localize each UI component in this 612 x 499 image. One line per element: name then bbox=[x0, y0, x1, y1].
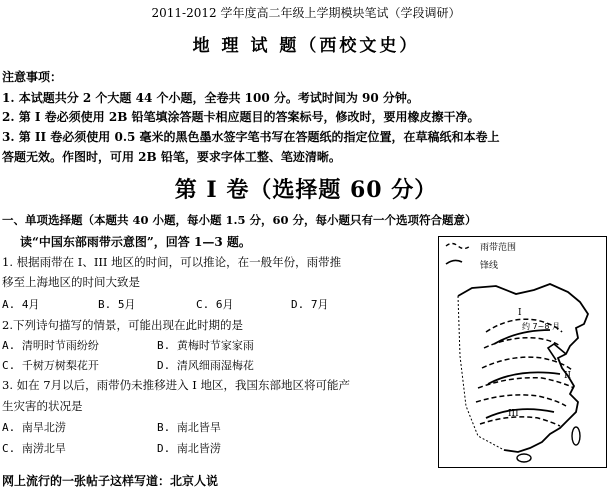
notes-item-3-line-2: 答题无效。作图时，可用 2B 铅笔，要求字体工整、笔迹清晰。 bbox=[2, 150, 341, 164]
exam-title: 地 理 试 题（西校文史） bbox=[192, 36, 420, 56]
exam-header: 2011-2012 学年度高二年级上学期模块笔试（学段调研） bbox=[151, 6, 461, 20]
question-1-option-a: A. 4月 bbox=[2, 298, 40, 311]
part-1-title: 第 I 卷（选择题 60 分） bbox=[174, 177, 438, 203]
notes-item-1: 1. 本试题共分 2 个大题 44 个小题，全卷共 100 分。考试时间为 90 分钟。 bbox=[2, 91, 419, 105]
question-1-option-d: D. 7月 bbox=[291, 298, 329, 311]
map-frame bbox=[439, 237, 607, 468]
region-3-label: III bbox=[508, 409, 519, 419]
footer-text: 网上流行的一张帖子这样写道：北京人说 bbox=[2, 474, 219, 488]
question-2-option-a: A. 清明时节雨纷纷 bbox=[2, 339, 99, 352]
question-2-option-d: D. 清风细雨湿梅花 bbox=[157, 359, 254, 372]
question-1-option-c: C. 6月 bbox=[196, 298, 234, 311]
question-3-option-c: C. 南涝北旱 bbox=[2, 442, 66, 455]
legend-front-label: 锋线 bbox=[480, 261, 499, 271]
question-3-option-a: A. 南旱北涝 bbox=[2, 421, 66, 434]
section-1-heading: 一、单项选择题（本题共 40 小题，每小题 1.5 分，60 分，每小题只有一个选项符合题意） bbox=[2, 213, 477, 227]
region-1-time: 约 7~8 月 bbox=[522, 322, 560, 331]
question-1-line-2: 移至上海地区的时间大致是 bbox=[2, 275, 140, 289]
rain-belt-map bbox=[438, 236, 607, 468]
question-2-option-c: C. 千树万树梨花开 bbox=[2, 359, 99, 372]
question-3-line-2: 生灾害的状况是 bbox=[2, 399, 83, 413]
question-3-line-1: 3. 如在 7月以后，雨带仍未推移进入 I 地区，我国东部地区将可能产 bbox=[2, 378, 350, 392]
question-3-option-b: B. 南北皆旱 bbox=[157, 421, 221, 434]
question-2-option-b: B. 黄梅时节家家雨 bbox=[157, 339, 254, 352]
question-group-intro: 读“中国东部雨带示意图”，回答 1—3 题。 bbox=[20, 235, 251, 249]
question-3-option-d: D. 南北皆涝 bbox=[157, 442, 221, 455]
notes-heading: 注意事项： bbox=[2, 70, 63, 84]
question-1-option-b: B. 5月 bbox=[98, 298, 136, 311]
region-1-label: I bbox=[518, 308, 522, 318]
legend-rain-label: 雨带范围 bbox=[480, 243, 517, 253]
question-1-line-1: 1. 根据雨带在 I、III 地区的时间，可以推论，在一般年份，雨带推 bbox=[2, 255, 342, 269]
question-2-stem: 2.下列诗句描写的情景，可能出现在此时期的是 bbox=[2, 318, 243, 332]
region-2-label: II bbox=[564, 371, 572, 381]
notes-item-2: 2. 第 I 卷必须使用 2B 铅笔填涂答题卡相应题目的答案标号，修改时，要用橡皮擦干净。 bbox=[2, 110, 480, 124]
notes-item-3-line-1: 3. 第 II 卷必须使用 0.5 毫米的黑色墨水签字笔书写在答题纸的指定位置，在草稿纸和本卷上 bbox=[2, 130, 500, 144]
